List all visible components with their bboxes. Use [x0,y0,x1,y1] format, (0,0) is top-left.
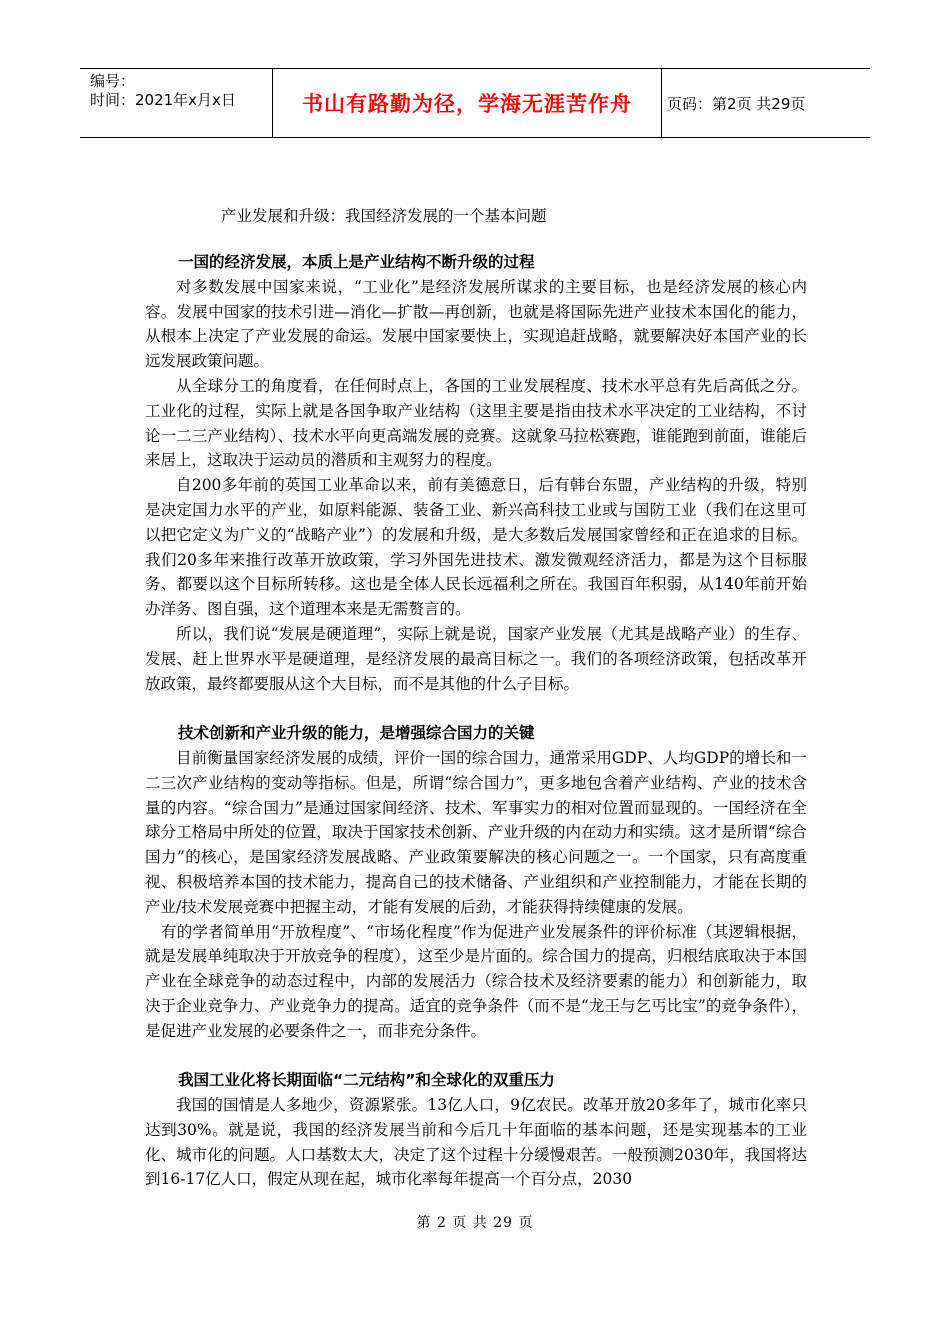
time-label: 时间：2021年x月x日 [90,91,236,109]
paragraph: 从全球分工的角度看，在任何时点上，各国的工业发展程度、技术水平总有先后高低之分。工业化的过程，实际上就是各国争取产业结构（这里主要是指由技术水平决定的工业结构，不讨论一二三产业结构）、技术水平向更高端发展的竞赛。这就象马拉松赛跑，谁能跑到前面，谁能后来居上，这取决于运动员的潜质和主观努力的程度。 [145,376,807,470]
document-title: 产业发展和升级：我国经济发展的一个基本问题 [221,207,547,225]
paragraph: 对多数发展中国家来说，“工业化”是经济发展所谋求的主要目标，也是经济发展的核心内容。发展中国家的技术引进—消化—扩散—再创新，也就是将国际先进产业技术本国化的能力，从根本上决定了产业发展的命运。发展中国家要快上，实现追赶战略，就要解决好本国产业的长远发展政策问题。 [145,277,807,371]
document-body [145,204,807,1192]
section-heading: 一国的经济发展，本质上是产业结构不断升级的过程 [178,253,535,271]
page-header [80,68,870,138]
paragraph: 我国的国情是人多地少，资源紧张。13亿人口，9亿农民。改革开放20多年了，城市化率只达到30%。就是说，我国的经济发展当前和今后几十年面临的基本问题，还是实现基本的工业化、城市化的问题。人口基数太大，决定了这个过程十分缓慢艰苦。一般预测2030年，我国将达到16-17亿人口，假定从现在起，城市化率每年提高一个百分点，2030 [145,1096,807,1189]
section-heading: 我国工业化将长期面临“二元结构”和全球化的双重压力 [178,1071,555,1090]
paragraph: 有的学者简单用“开放程度”、“市场化程度”作为促进产业发展条件的评价标准（其逻辑根据，就是发展单纯取决于开放竞争的程度），这至少是片面的。综合国力的提高，归根结底取决于本国产业在全球竞争的动态过程中，内部的发展活力（综合技术及经济要素的能力）和创新能力，取决于企业竞争力、产业竞争力的提高。适宜的竞争条件（而不是“龙王与乞丐比宝”的竞争条件），是促进产业发展的必要条件之一，而非充分条件。 [145,922,807,1040]
paragraph: 自200多年前的英国工业革命以来，前有美德意日，后有韩台东盟，产业结构的升级，特别是决定国力水平的产业，如原料能源、装备工业、新兴高科技工业或与国防工业（我们在这里可以把它定义为广义的“战略产业”）的发展和升级，是大多数后发展国家曾经和正在追求的目标。我们20多年来推行改革开放政策，学习外国先进技术、激发微观经济活力，都是为这个目标服务、都要以这个目标所转移。这也是全体人民长远福利之所在。我国百年积弱，从140年前开始办洋务、图自强，这个道理本来是无需赘言的。 [145,476,807,619]
paragraph: 目前衡量国家经济发展的成绩，评价一国的综合国力，通常采用GDP、人均GDP的增长和一二三次产业结构的变动等指标。但是，所谓“综合国力”，更多地包含着产业结构、产业的技术含量的内容。“综合国力”是通过国家间经济、技术、军事实力的相对位置而显现的。一国经济在全球分工格局中所处的位置，取决于国家技术创新、产业升级的内在动力和实绩。这才是所谓“综合国力”的核心，是国家经济发展战略、产业政策要解决的核心问题之一。一个国家，只有高度重视、积极培养本国的技术能力，提高自己的技术储备、产业组织和产业控制能力，才能在长期的产业/技术发展竞赛中把握主动，才能有发展的后劲，才能获得持续健康的发展。 [145,748,807,916]
page-footer: 第 2 页 共 29 页 [416,1215,534,1231]
section-heading: 技术创新和产业升级的能力，是增强综合国力的关键 [178,724,535,743]
header-motto: 书山有路勤为径，学海无涯苦作舟 [272,69,662,137]
header-meta [80,69,272,137]
number-label: 编号： [90,72,136,90]
paragraph: 所以，我们说“发展是硬道理”，实际上就是说，国家产业发展（尤其是战略产业）的生存、发展、赶上世界水平是硬道理，是经济发展的最高目标之一。我们的各项经济政策，包括改革开放政策，最终都要服从这个大目标，而不是其他的什么子目标。 [145,624,807,693]
header-page-label: 页码：第2页 共29页 [667,94,806,113]
